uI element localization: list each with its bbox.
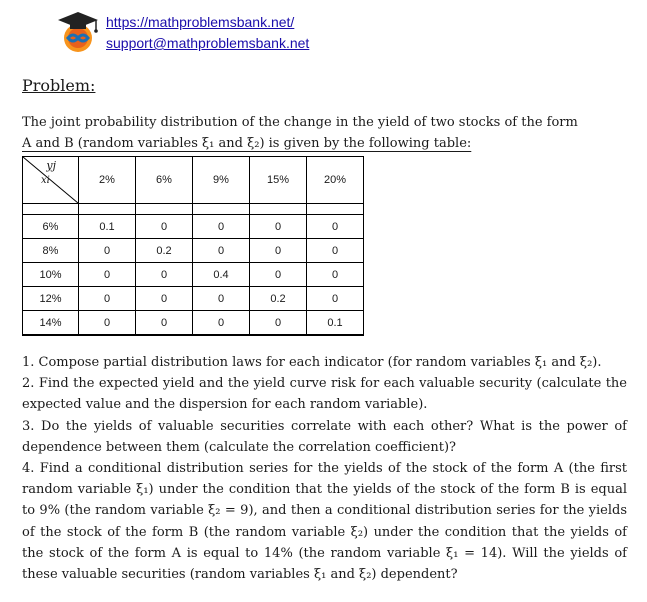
table-cell: 0 [79, 263, 136, 287]
row-label: 8% [23, 239, 79, 263]
site-logo [52, 8, 104, 56]
table-cell: 0 [79, 311, 136, 335]
table-cell: 0 [79, 239, 136, 263]
table-spacer-row [23, 204, 364, 215]
corner-bottom-label: xi [41, 175, 50, 186]
website-link[interactable]: https://mathproblemsbank.net/ [106, 14, 295, 30]
table-cell: 0.1 [307, 311, 364, 335]
header-links [106, 12, 309, 54]
joint-distribution-table [22, 156, 364, 336]
table-cell: 0 [193, 311, 250, 335]
corner-top-label: yj [46, 159, 56, 172]
table-cell: 0 [250, 263, 307, 287]
row-label: 6% [23, 215, 79, 239]
table-cell: 0 [307, 263, 364, 287]
row-label: 12% [23, 287, 79, 311]
table-row [23, 215, 364, 239]
table-cell: 0 [193, 287, 250, 311]
table-cell: 0 [193, 239, 250, 263]
table-cell: 0 [307, 239, 364, 263]
column-header: 2% [79, 157, 136, 204]
table-cell: 0.2 [250, 287, 307, 311]
email-link[interactable]: support@mathproblemsbank.net [106, 35, 310, 51]
question-2: 2. Find the expected yield and the yield curve risk for each valuable security (calculate the expected value and the dispersion for each random variable). [22, 376, 627, 413]
table-header-row [23, 157, 364, 204]
question-1: 1. Compose partial distribution laws for each indicator (for random variables ξ₁ and ξ₂). [22, 355, 602, 370]
corner-cell [23, 157, 79, 204]
table-cell: 0.2 [136, 239, 193, 263]
column-header: 9% [193, 157, 250, 204]
table-row [23, 239, 364, 263]
table-row [23, 287, 364, 311]
table-cell: 0.4 [193, 263, 250, 287]
questions-list [22, 352, 627, 585]
table-cell: 0 [250, 239, 307, 263]
column-header: 20% [307, 157, 364, 204]
table-cell: 0 [136, 311, 193, 335]
table-cell: 0 [193, 215, 250, 239]
table-cell: 0 [250, 311, 307, 335]
table-cell: 0 [307, 215, 364, 239]
intro-line-2: A and B (random variables ξ₁ and ξ₂) is given by the following table: [22, 136, 472, 151]
intro-line-1: The joint probability distribution of the change in the yield of two stocks of the form [22, 115, 578, 130]
column-header: 15% [250, 157, 307, 204]
table-row [23, 311, 364, 335]
table-cell: 0 [136, 263, 193, 287]
table-row [23, 263, 364, 287]
table-cell: 0 [307, 287, 364, 311]
table-cell: 0 [250, 215, 307, 239]
row-label: 10% [23, 263, 79, 287]
question-4: 4. Find a conditional distribution series for the yields of the stock of the form A (the first random variable ξ₁) under the condition that the yields of the stock of the form B is equal to 9% (the random variable ξ₂ = 9), and then a conditional distribution series for the yields of the stock of the form B (the random variable ξ₂) under the condition that the yields of the stock of the form A is equal to 14% (the random variable ξ₁ = 14). Will the yields of these valuable securities (random variables ξ₁ and ξ₂) dependent? [22, 461, 627, 583]
row-label: 14% [23, 311, 79, 335]
problem-intro [22, 112, 627, 154]
table-cell: 0 [136, 287, 193, 311]
table-cell: 0 [136, 215, 193, 239]
question-3: 3. Do the yields of valuable securities correlate with each other? What is the power of dependence between them (calculate the correlation coefficient)? [22, 418, 627, 455]
table-cell: 0.1 [79, 215, 136, 239]
column-header: 6% [136, 157, 193, 204]
problem-heading: Problem: [22, 76, 96, 95]
table-cell: 0 [79, 287, 136, 311]
